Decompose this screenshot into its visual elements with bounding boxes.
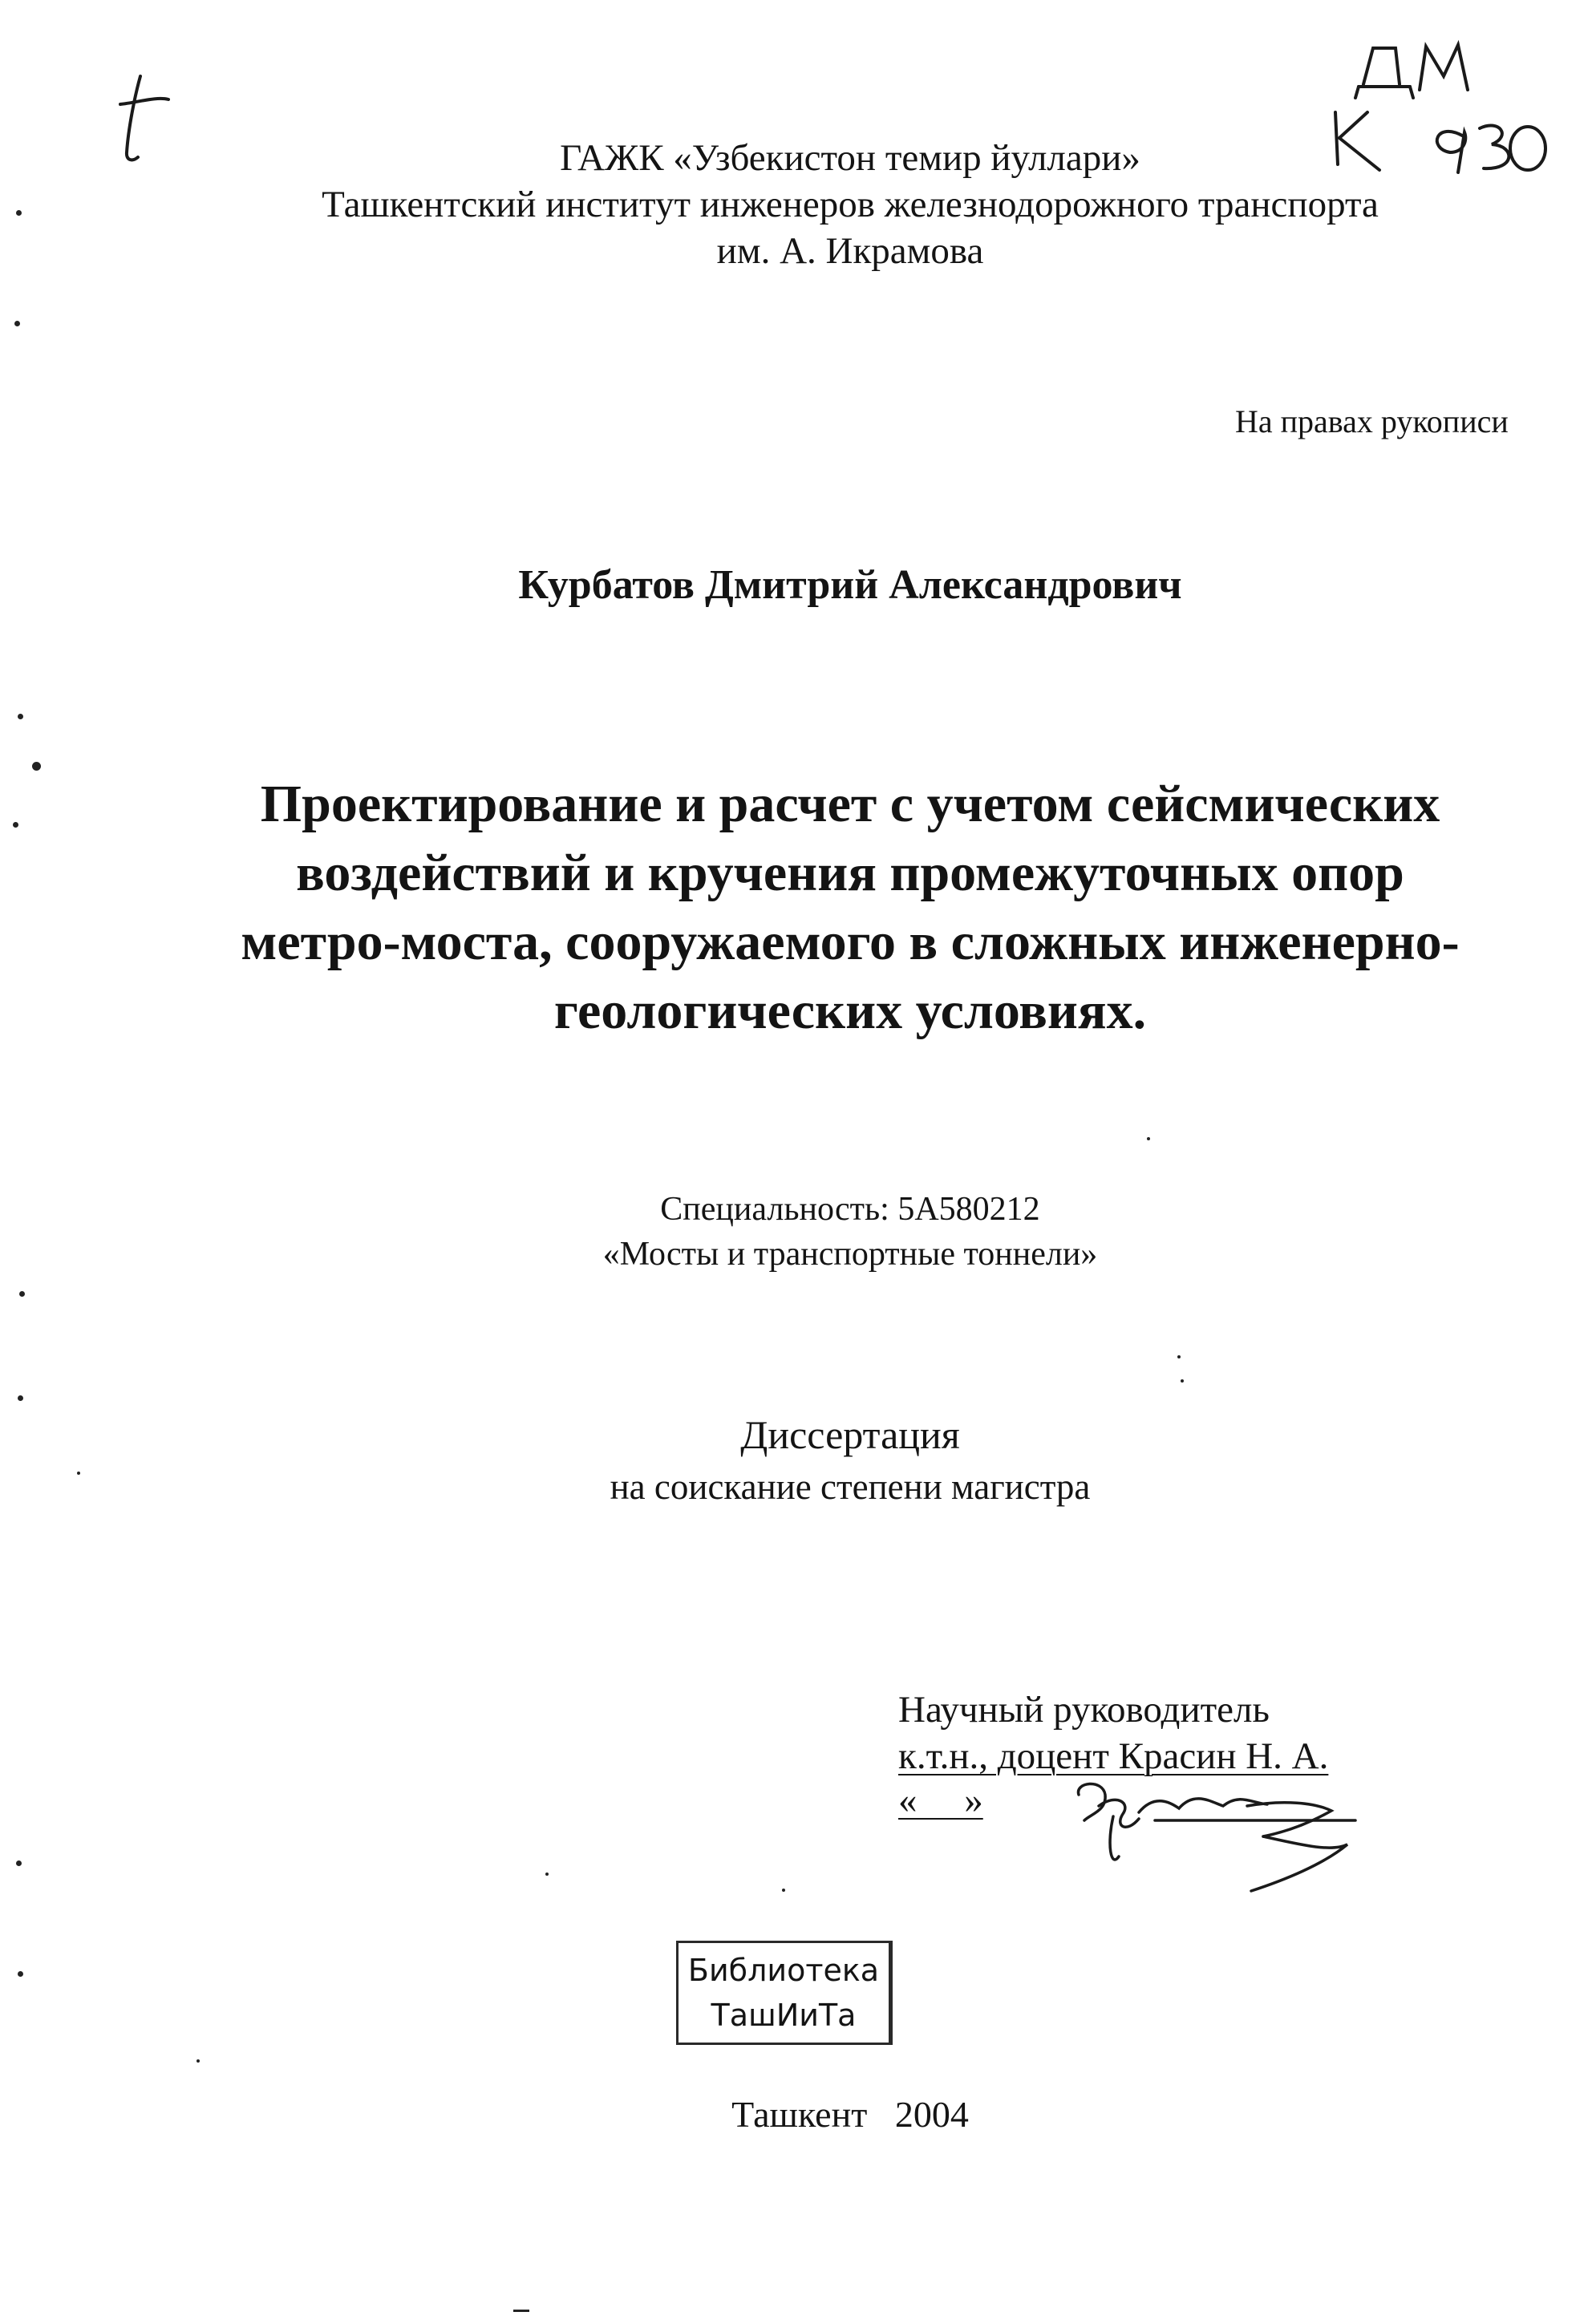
title-line: метро-моста, сооружаемого в сложных инженерно- xyxy=(241,913,1460,971)
library-stamp xyxy=(676,1941,893,2045)
speck xyxy=(19,1291,25,1297)
speck xyxy=(196,2059,200,2063)
city-year xyxy=(0,2093,1592,2136)
speck xyxy=(18,1395,23,1401)
institute-name: Ташкентский институт инженеров железнодорожного транспорта xyxy=(322,184,1379,225)
author-name: Курбатов Дмитрий Александрович xyxy=(518,562,1182,608)
organization-line-1: ГАЖК «Узбекистон темир йуллари» xyxy=(560,137,1140,179)
speck xyxy=(18,714,23,719)
city: Ташкент xyxy=(731,2094,868,2135)
title-line: геологических условиях. xyxy=(553,982,1147,1040)
document-type: Диссертация xyxy=(740,1412,960,1457)
speck xyxy=(16,1860,22,1866)
handwritten-mark-code xyxy=(1335,112,1545,172)
supervisor-role: Научный руководитель xyxy=(898,1689,1270,1731)
specialty-code: Специальность: 5А580212 xyxy=(660,1191,1040,1228)
stamp-line-2: ТашИиТа xyxy=(711,1998,857,2033)
signature-date-placeholder: « » xyxy=(898,1779,983,1821)
speck xyxy=(1147,1137,1150,1140)
supervisor-signature xyxy=(1079,1783,1355,1891)
title-line: Проектирование и расчет с учетом сейсмических xyxy=(260,775,1440,833)
handwritten-mark-top xyxy=(1355,45,1468,98)
specialty-name: «Мосты и транспортные тоннели» xyxy=(602,1236,1098,1273)
speck xyxy=(77,1472,80,1475)
speck xyxy=(18,1971,23,1977)
supervisor-name: к.т.н., доцент Красин Н. А. xyxy=(898,1735,1329,1777)
title-line: воздействий и кручения промежуточных опор xyxy=(296,844,1404,902)
institute-namesake: им. А. Икрамова xyxy=(716,230,984,272)
document-purpose: на соискание степени магистра xyxy=(610,1467,1091,1507)
rights-notice: На правах рукописи xyxy=(1235,403,1509,439)
speck xyxy=(782,1889,785,1892)
speck xyxy=(1177,1355,1181,1358)
speck xyxy=(14,321,20,326)
speck xyxy=(1181,1379,1184,1383)
stamp-line-1: Библиотека xyxy=(687,1953,880,1988)
speck xyxy=(513,2310,529,2312)
speck xyxy=(32,762,41,771)
year: 2004 xyxy=(894,2094,969,2135)
speck xyxy=(13,822,18,828)
speck xyxy=(16,210,22,216)
handwritten-mark-left xyxy=(120,76,168,160)
speck xyxy=(545,1873,549,1876)
